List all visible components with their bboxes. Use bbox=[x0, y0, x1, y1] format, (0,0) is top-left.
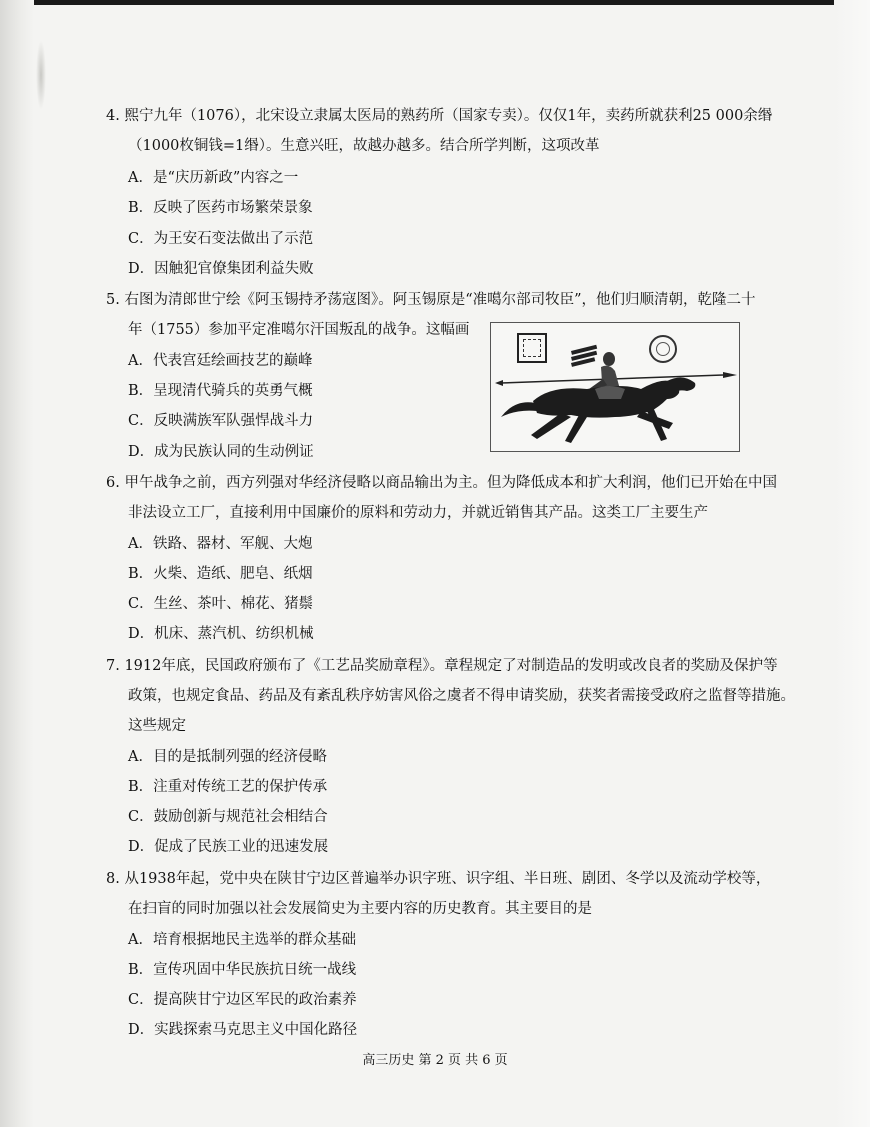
question-5-stem-line-2: 年（1755）参加平定准噶尔汗国叛乱的战争。这幅画 bbox=[128, 322, 470, 338]
question-8-option-c[interactable]: C．提高陕甘宁边区军民的政治素养 bbox=[128, 992, 357, 1008]
question-8-option-b[interactable]: B．宣传巩固中华民族抗日统一战线 bbox=[128, 962, 357, 978]
question-5-option-a[interactable]: A．代表宫廷绘画技艺的巅峰 bbox=[128, 353, 313, 369]
question-8-option-d[interactable]: D．实践探索马克思主义中国化路径 bbox=[128, 1022, 358, 1038]
question-4-option-a[interactable]: A．是“庆历新政”内容之一 bbox=[128, 170, 299, 186]
question-6-option-b[interactable]: B．火柴、造纸、肥皂、纸烟 bbox=[128, 566, 313, 582]
horseman-painting-figure bbox=[490, 322, 740, 452]
question-4-option-b[interactable]: B．反映了医药市场繁荣景象 bbox=[128, 200, 313, 216]
scan-right-edge bbox=[834, 0, 870, 1127]
question-6-stem-line-1: 6. 甲午战争之前，西方列强对华经济侵略以商品输出为主。但为降低成本和扩大利润，他们已开始在中国 bbox=[106, 475, 777, 491]
question-8-stem-line-2: 在扫盲的同时加强以社会发展简史为主要内容的历史教育。其主要目的是 bbox=[128, 901, 592, 917]
question-7-stem-line-2: 政策，也规定食品、药品及有紊乱秩序妨害风俗之虞者不得申请奖励，获奖者需接受政府之监督等措施。 bbox=[128, 688, 795, 704]
question-7-stem-line-3: 这些规定 bbox=[128, 718, 186, 734]
question-7-option-d[interactable]: D．促成了民族工业的迅速发展 bbox=[128, 839, 329, 855]
horseman-with-lance-icon bbox=[491, 323, 739, 451]
question-4-stem-line-2: （1000枚铜钱=1缗）。生意兴旺，故越办越多。结合所学判断，这项改革 bbox=[128, 138, 600, 154]
question-5-option-b[interactable]: B．呈现清代骑兵的英勇气概 bbox=[128, 383, 313, 399]
question-4-stem-line-1: 4. 熙宁九年（1076），北宋设立隶属太医局的熟药所（国家专卖）。仅仅1年，卖药所就获利25 000余缗 bbox=[106, 108, 773, 124]
page-footer: 高三历史 第 2 页 共 6 页 bbox=[362, 1053, 508, 1068]
question-4-option-c[interactable]: C．为王安石变法做出了示范 bbox=[128, 231, 314, 247]
question-7-option-b[interactable]: B．注重对传统工艺的保护传承 bbox=[128, 779, 328, 795]
scan-top-border bbox=[0, 0, 870, 5]
scan-smudge bbox=[36, 40, 46, 110]
question-7-stem-line-1: 7. 1912年底，民国政府颁布了《工艺品奖励章程》。章程规定了对制造品的发明或改良者的奖励及保护等 bbox=[106, 658, 778, 674]
question-5-option-c[interactable]: C．反映满族军队强悍战斗力 bbox=[128, 413, 314, 429]
question-7-option-c[interactable]: C．鼓励创新与规范社会相结合 bbox=[128, 809, 328, 825]
question-7-option-a[interactable]: A．目的是抵制列强的经济侵略 bbox=[128, 749, 327, 765]
question-8-option-a[interactable]: A．培育根据地民主选举的群众基础 bbox=[128, 932, 356, 948]
question-6-option-d[interactable]: D．机床、蒸汽机、纺织机械 bbox=[128, 626, 314, 642]
question-6-option-c[interactable]: C．生丝、茶叶、棉花、猪鬃 bbox=[128, 596, 314, 612]
question-6-option-a[interactable]: A．铁路、器材、军舰、大炮 bbox=[128, 536, 313, 552]
question-8-stem-line-1: 8. 从1938年起，党中央在陕甘宁边区普遍举办识字班、识字组、半日班、剧团、冬学以及流动学校等， bbox=[106, 871, 771, 887]
question-6-stem-line-2: 非法设立工厂，直接利用中国廉价的原料和劳动力，并就近销售其产品。这类工厂主要生产 bbox=[128, 505, 708, 521]
question-5-stem-line-1: 5. 右图为清郎世宁绘《阿玉锡持矛荡寇图》。阿玉锡原是“准噶尔部司牧臣”，他们归顺清朝，乾隆二十 bbox=[106, 292, 756, 308]
question-4-option-d[interactable]: D．因触犯官僚集团利益失败 bbox=[128, 261, 314, 277]
question-5-option-d[interactable]: D．成为民族认同的生动例证 bbox=[128, 444, 314, 460]
scan-left-shadow bbox=[0, 0, 34, 1127]
